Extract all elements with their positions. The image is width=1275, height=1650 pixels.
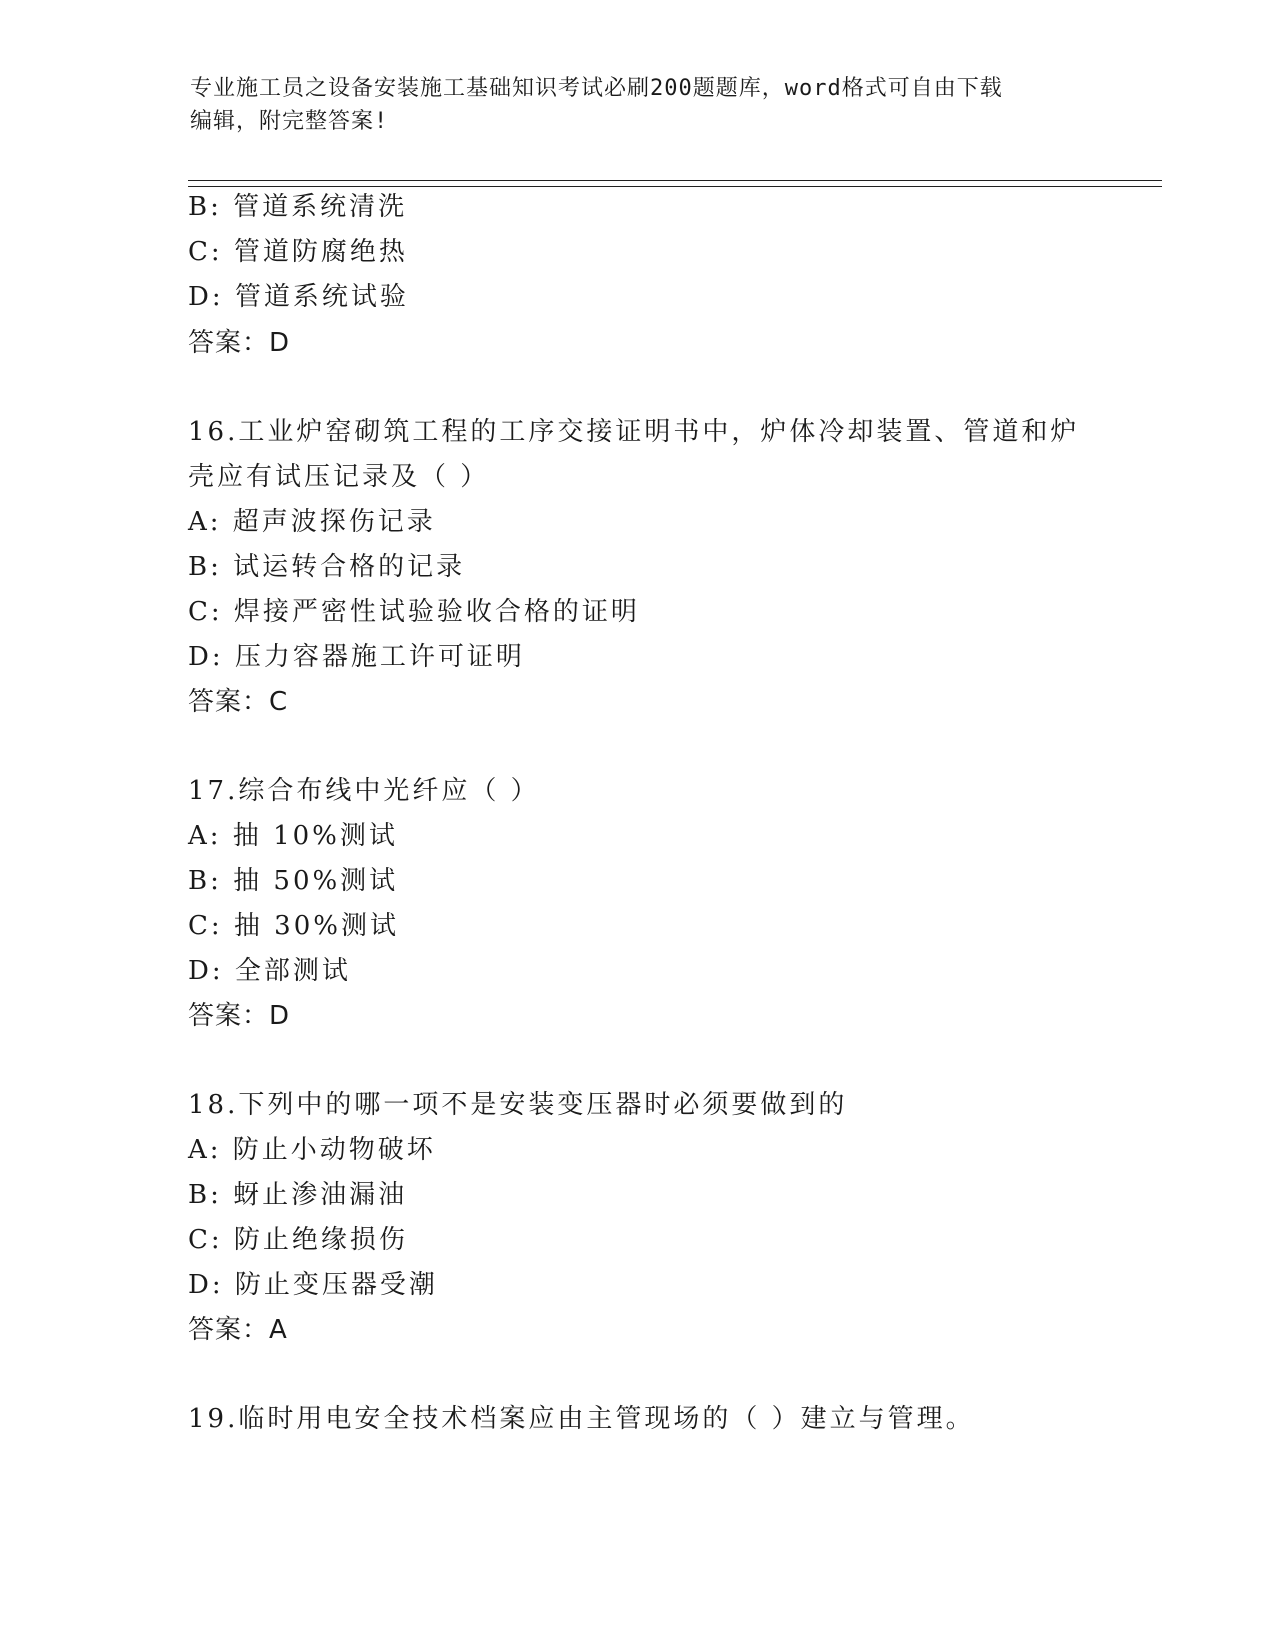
question-16-option-a: A: 超声波探伤记录	[188, 507, 436, 537]
header-title-line-1: 专业施工员之设备安装施工基础知识考试必刷200题题库，word格式可自由下载	[190, 76, 1003, 101]
question-16-option-d: D: 压力容器施工许可证明	[188, 642, 525, 672]
question-18-option-c: C: 防止绝缘损伤	[188, 1225, 408, 1255]
header-title-line-2: 编辑，附完整答案!	[190, 109, 389, 134]
question-16-stem-cont: 壳应有试压记录及（ ）	[188, 462, 490, 492]
header-divider-top	[188, 180, 1162, 181]
question-17-option-d: D: 全部测试	[188, 956, 351, 986]
question-18-option-a: A: 防止小动物破坏	[188, 1135, 436, 1165]
question-16-option-b: B: 试运转合格的记录	[188, 552, 466, 582]
question-16-option-c: C: 焊接严密性试验验收合格的证明	[188, 597, 640, 627]
question-18-option-d: D: 防止变压器受潮	[188, 1270, 438, 1300]
option-d: D: 管道系统试验	[188, 282, 409, 312]
header-divider-bottom	[188, 186, 1162, 187]
option-b: B: 管道系统清洗	[188, 192, 408, 222]
question-18-answer: 答案：A	[188, 1315, 288, 1345]
question-17-stem: 17.综合布线中光纤应（ ）	[188, 776, 540, 806]
question-18-stem: 18.下列中的哪一项不是安装变压器时必须要做到的	[188, 1090, 848, 1120]
question-16-answer: 答案：C	[188, 687, 289, 717]
answer-line: 答案：D	[188, 328, 291, 358]
option-c: C: 管道防腐绝热	[188, 237, 408, 267]
question-17-answer: 答案：D	[188, 1001, 291, 1031]
question-16-stem: 16.工业炉窑砌筑工程的工序交接证明书中，炉体冷却装置、管道和炉	[188, 417, 1080, 447]
question-19-stem: 19.临时用电安全技术档案应由主管现场的（ ）建立与管理。	[188, 1404, 975, 1434]
question-17-option-b: B: 抽 50%测试	[188, 866, 399, 896]
question-17-option-c: C: 抽 30%测试	[188, 911, 399, 941]
document-header	[190, 72, 1090, 138]
question-17-option-a: A: 抽 10%测试	[188, 821, 398, 851]
question-18-option-b: B: 蚜止渗油漏油	[188, 1180, 408, 1210]
